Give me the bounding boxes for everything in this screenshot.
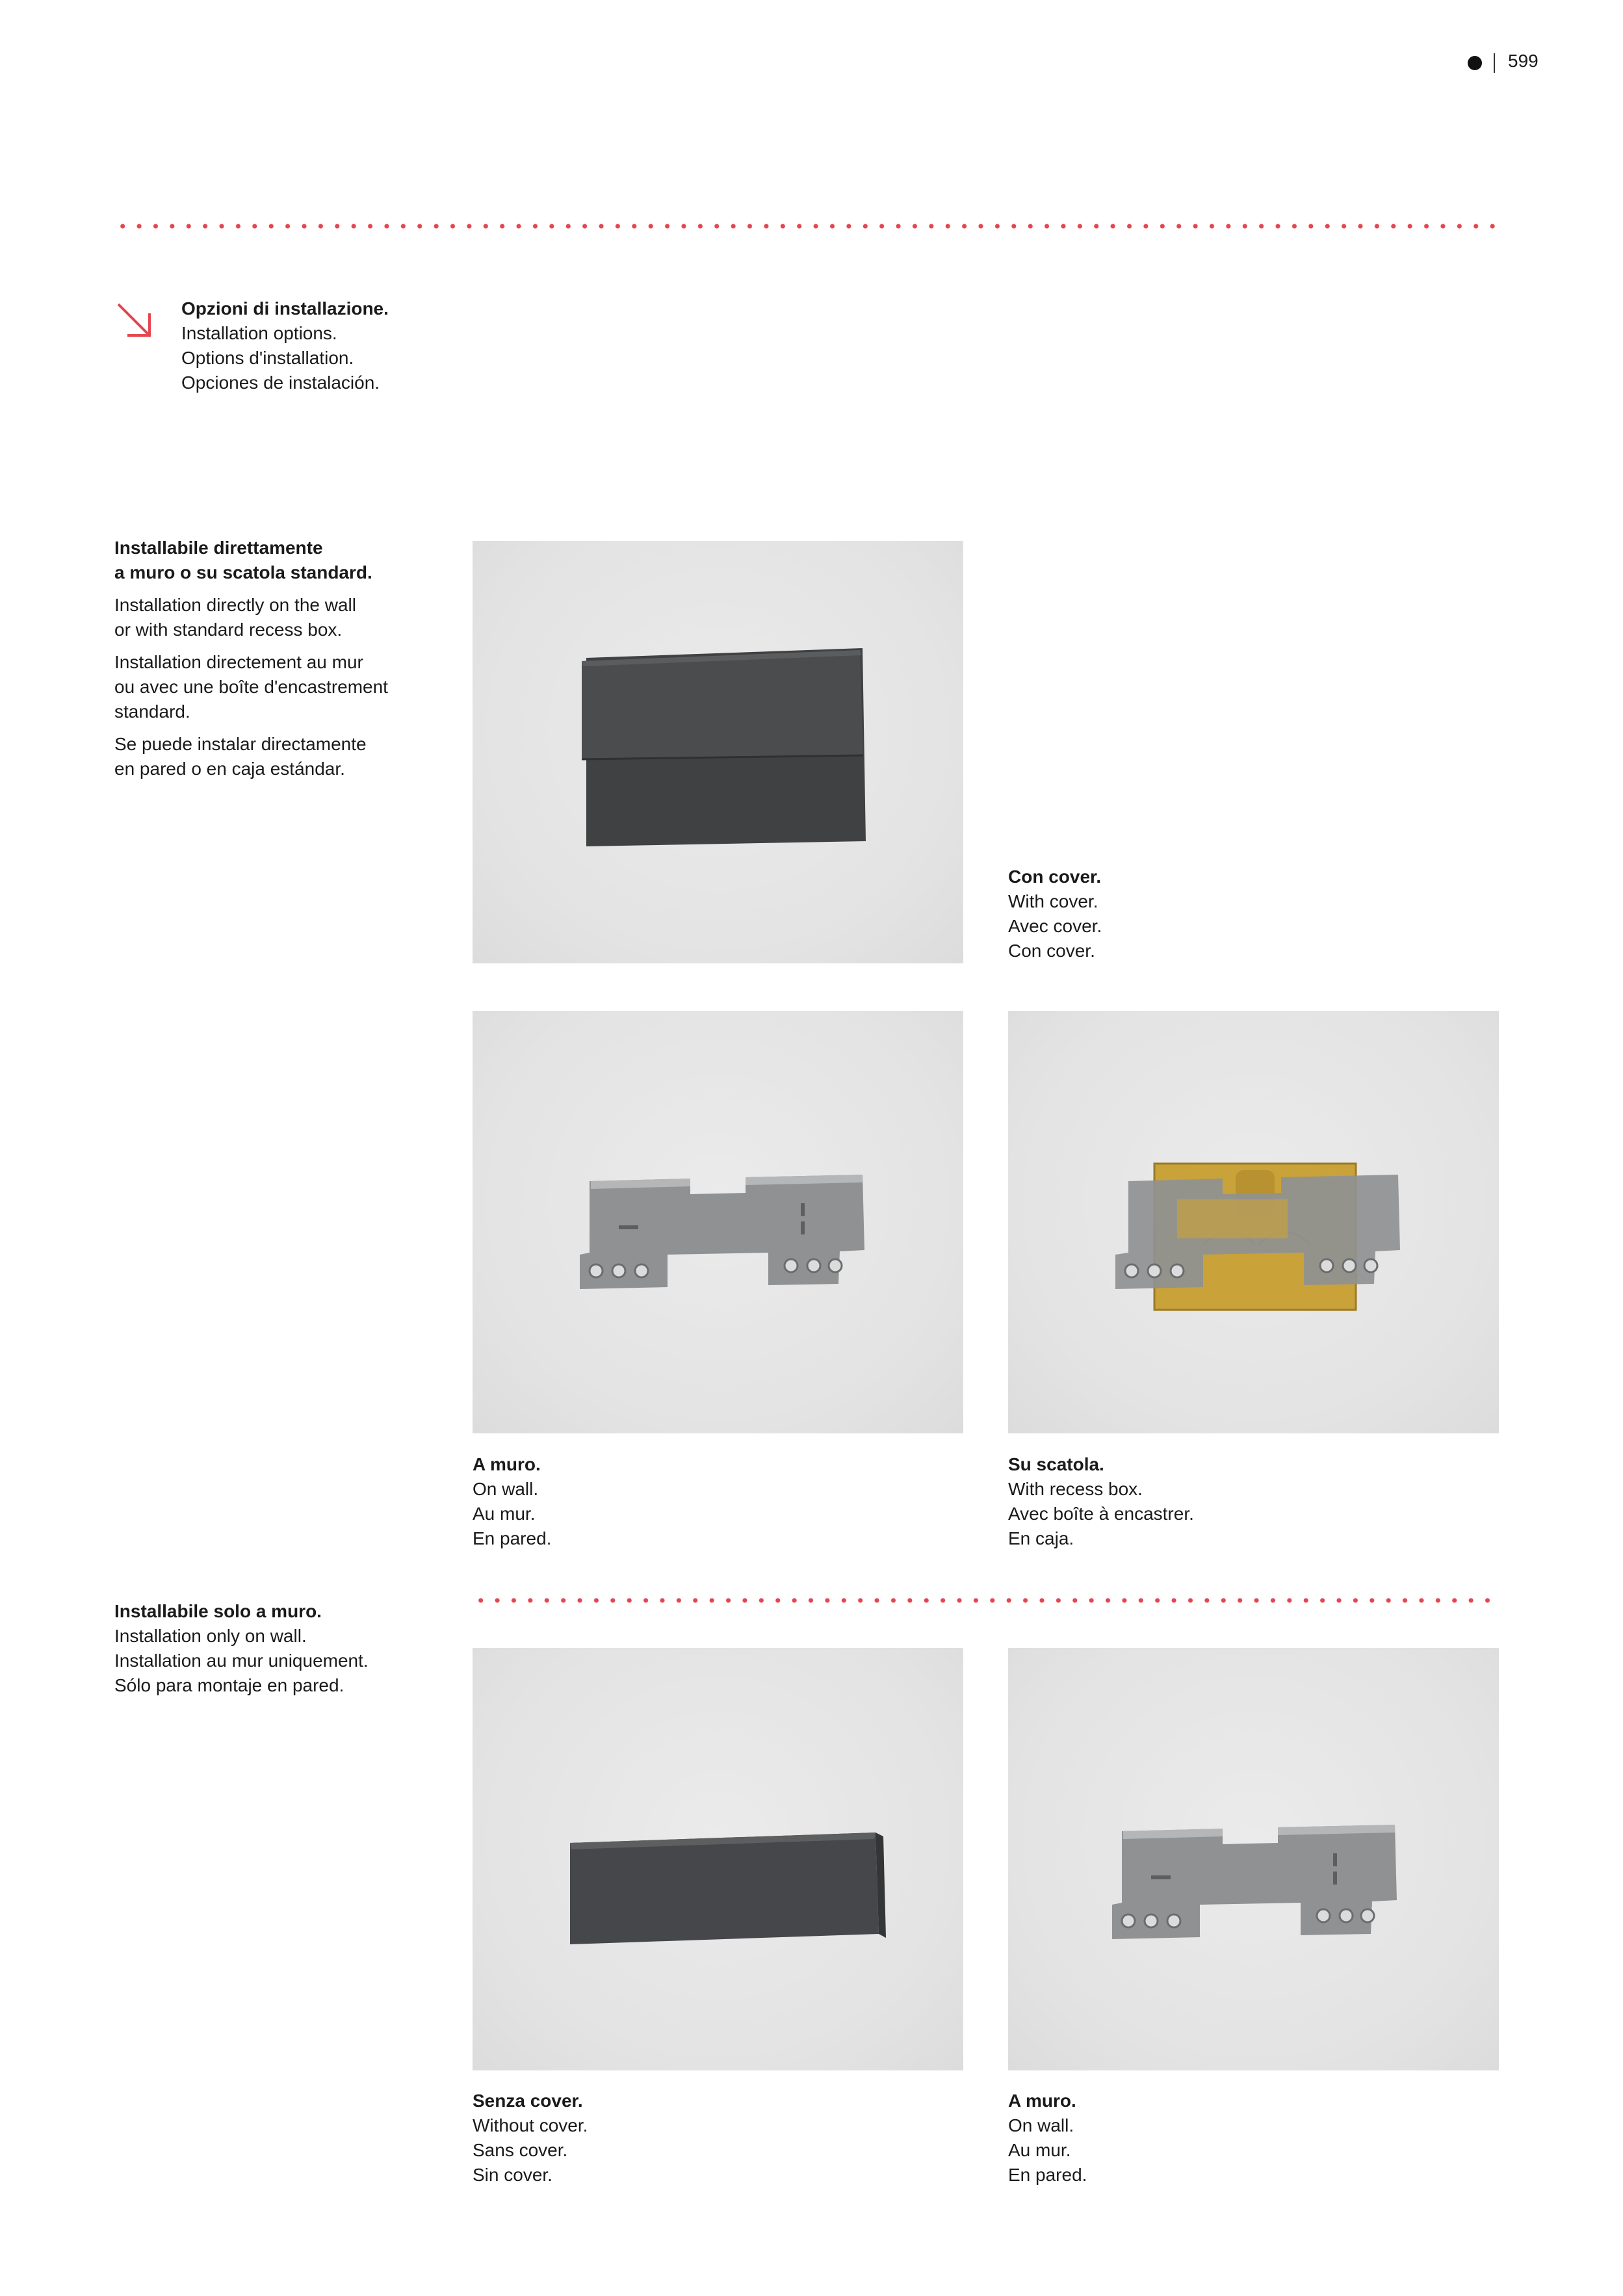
caption-title: A muro.: [1008, 2091, 1076, 2111]
page-marker-dot: [1468, 56, 1482, 70]
bracket-illustration-2: [1008, 1648, 1499, 2070]
photo-with-cover: [473, 541, 963, 963]
arrow-down-right-icon: [114, 300, 155, 341]
page-number: 599: [1508, 51, 1539, 71]
caption-line: Sans cover.: [473, 2140, 568, 2160]
intro-line: Installation options.: [181, 323, 337, 343]
section1-line: or with standard recess box.: [114, 620, 343, 640]
caption-senza-cover: [473, 2089, 588, 2187]
caption-line: Sin cover.: [473, 2165, 552, 2185]
caption-line: Au mur.: [473, 1504, 536, 1524]
photo-with-recess-box: [1008, 1011, 1499, 1433]
caption-title: Con cover.: [1008, 867, 1102, 887]
section2-title: Installabile solo a muro.: [114, 1601, 322, 1621]
intro-line: Options d'installation.: [181, 348, 354, 368]
caption-line: With recess box.: [1008, 1479, 1143, 1499]
section2-line: Sólo para montaje en pared.: [114, 1675, 344, 1695]
intro-line: Opciones de instalación.: [181, 372, 380, 393]
caption-title: Su scatola.: [1008, 1454, 1104, 1474]
product-without-cover-illustration: [473, 1648, 963, 2070]
section1-title: Installabile direttamente: [114, 538, 323, 558]
caption-title: Senza cover.: [473, 2091, 583, 2111]
caption-line: En pared.: [473, 1528, 552, 1548]
photo-without-cover: [473, 1648, 963, 2070]
caption-a-muro: [473, 1452, 551, 1551]
section2-line: Installation au mur uniquement.: [114, 1650, 369, 1671]
caption-line: Without cover.: [473, 2115, 588, 2135]
section2-description: [114, 1599, 369, 1698]
product-with-cover-illustration: [473, 541, 963, 963]
caption-line: With cover.: [1008, 891, 1098, 911]
caption-su-scatola: [1008, 1452, 1194, 1551]
section1-line: en pared o en caja estándar.: [114, 759, 345, 779]
section1-line: Se puede instalar directamente: [114, 734, 367, 754]
caption-line: On wall.: [473, 1479, 539, 1499]
section2-line: Installation only on wall.: [114, 1626, 307, 1646]
dotted-divider-section2: [473, 1598, 1500, 1603]
caption-line: En caja.: [1008, 1528, 1074, 1548]
bracket-illustration: [473, 1011, 963, 1433]
caption-line: On wall.: [1008, 2115, 1074, 2135]
page-divider: [1494, 53, 1495, 73]
caption-con-cover: [1008, 865, 1102, 963]
section1-line: ou avec une boîte d'encastrement: [114, 677, 388, 697]
photo-on-wall: [473, 1011, 963, 1433]
photo-on-wall-2: [1008, 1648, 1499, 2070]
section1-line: Installation directement au mur: [114, 652, 363, 672]
caption-line: En pared.: [1008, 2165, 1087, 2185]
section1-line: Installation directly on the wall: [114, 595, 356, 615]
dotted-divider-top: [114, 224, 1500, 229]
caption-line: Avec boîte à encastrer.: [1008, 1504, 1194, 1524]
section1-line: standard.: [114, 701, 190, 722]
caption-title: A muro.: [473, 1454, 541, 1474]
section1-title: a muro o su scatola standard.: [114, 562, 372, 582]
bracket-with-box-illustration: [1008, 1011, 1499, 1433]
caption-line: Avec cover.: [1008, 916, 1102, 936]
intro-text: [181, 296, 389, 395]
intro-title: Opzioni di installazione.: [181, 298, 389, 319]
section1-description: [114, 536, 388, 781]
caption-line: Au mur.: [1008, 2140, 1071, 2160]
caption-a-muro-2: [1008, 2089, 1087, 2187]
caption-line: Con cover.: [1008, 941, 1095, 961]
